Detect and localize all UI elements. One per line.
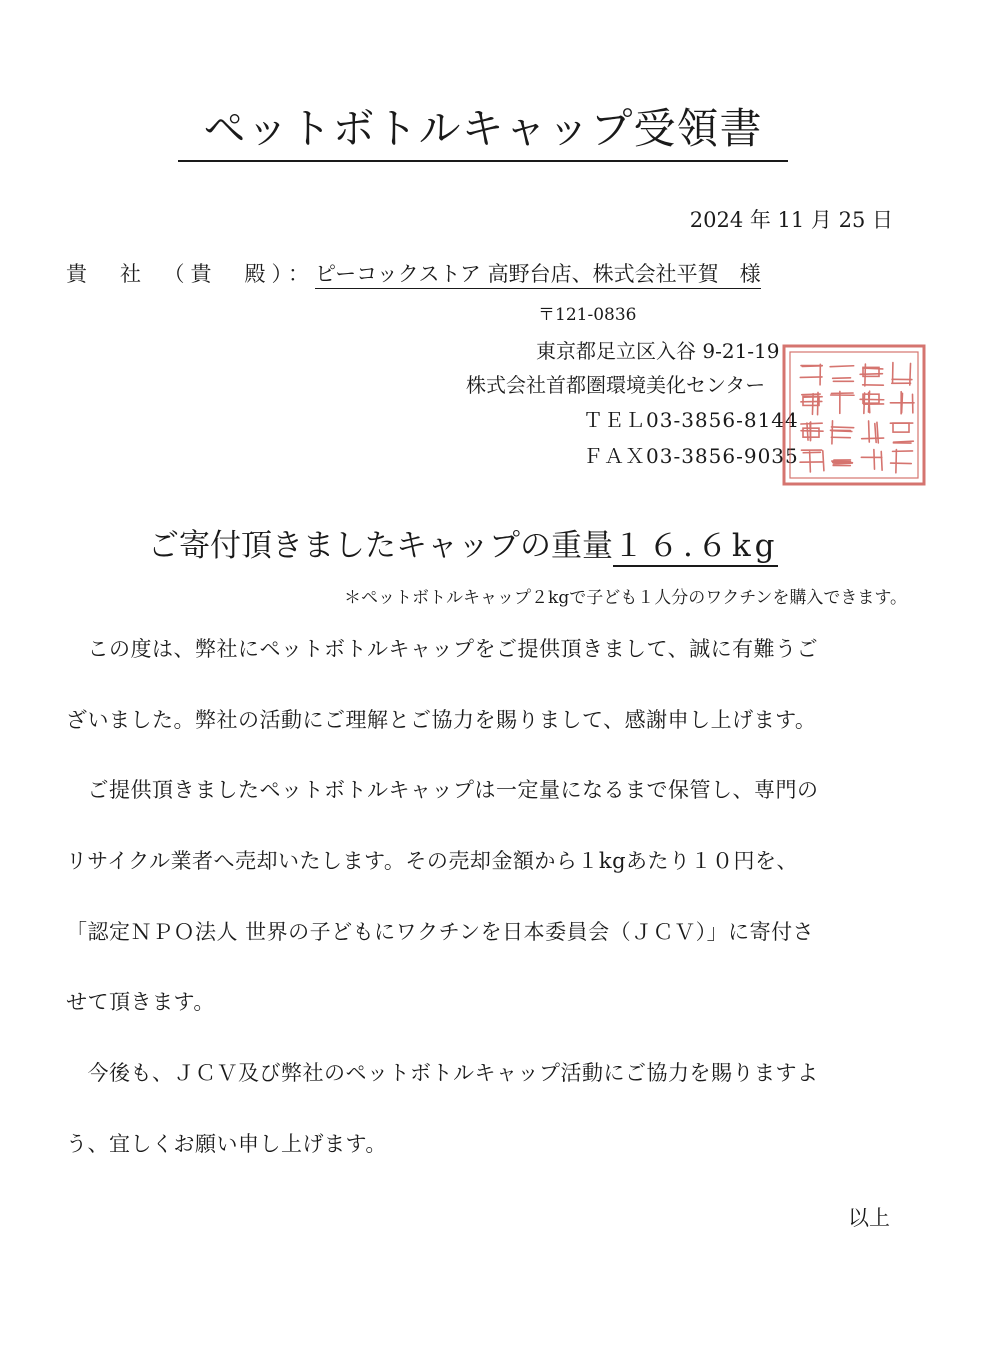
sender-fax: ＦＡＸ03-3856-9035	[583, 444, 799, 468]
weight-value: １６.６kg	[613, 528, 778, 567]
weight-label: ご寄付頂きましたキャップの重量	[148, 528, 613, 564]
vaccine-note: ＊ペットボトルキャップ２kgで子ども１人分のワクチンを購入できます。	[344, 588, 907, 608]
body-text-line: この度は、弊社にペットボトルキャップをご提供頂きまして、誠に有難うご	[66, 637, 819, 661]
addressee-name: ピーコックストア 高野台店、株式会社平賀 様	[315, 262, 761, 289]
seal-glyph	[801, 392, 822, 414]
seal-glyph	[892, 363, 912, 385]
body-text-line: せて頂きます。	[66, 990, 215, 1014]
closing-mark: 以上	[848, 1206, 890, 1230]
body-text-line: 今後も、ＪＣＶ及び弊社のペットボトルキャップ活動にご協力を賜りますよ	[66, 1061, 819, 1085]
seal-glyph	[830, 366, 854, 382]
seal-glyph	[890, 423, 913, 443]
seal-glyph	[800, 450, 824, 472]
seal-glyph	[832, 460, 853, 466]
seal-glyph	[860, 364, 883, 386]
body-text-line: う、宜しくお願い申し上げます。	[66, 1132, 387, 1156]
body-text-line: ご提供頂きましたペットボトルキャップは一定量になるまで保管し、専門の	[66, 778, 819, 802]
sender-postal-code: 〒121-0836	[538, 305, 637, 325]
donation-weight-line	[148, 520, 778, 565]
seal-glyph	[890, 392, 914, 414]
seal-glyph	[891, 449, 913, 472]
seal-glyph	[861, 450, 882, 471]
company-seal-stamp	[778, 340, 930, 490]
document-title: ペットボトルキャップ受領書	[178, 100, 788, 162]
sender-address: 東京都足立区入谷 9-21-19	[536, 339, 780, 363]
sender-company: 株式会社首都圏環境美化センター	[466, 373, 766, 397]
seal-glyph	[860, 391, 884, 413]
seal-glyph	[831, 391, 854, 413]
seal-glyph	[800, 364, 822, 385]
seal-glyph	[830, 421, 853, 444]
sender-phone: ＴＥＬ03-3856-8144	[583, 408, 799, 432]
addressee-label: 貴 社 （貴 殿）：	[66, 262, 315, 286]
body-text-line: 「認定ＮＰＯ法人 世界の子どもにワクチンを日本委員会（ＪＣＶ）」に寄付さ	[66, 920, 815, 944]
seal-glyph	[801, 422, 823, 441]
seal-glyph	[862, 421, 884, 443]
body-text-line: リサイクル業者へ売却いたします。その売却金額から１kgあたり１０円を、	[66, 849, 799, 873]
issue-date: 2024 年 11 月 25 日	[689, 208, 893, 232]
addressee-line	[66, 258, 761, 288]
body-text-line: ざいました。弊社の活動にご理解とご協力を賜りまして、感謝申し上げます。	[66, 708, 817, 732]
